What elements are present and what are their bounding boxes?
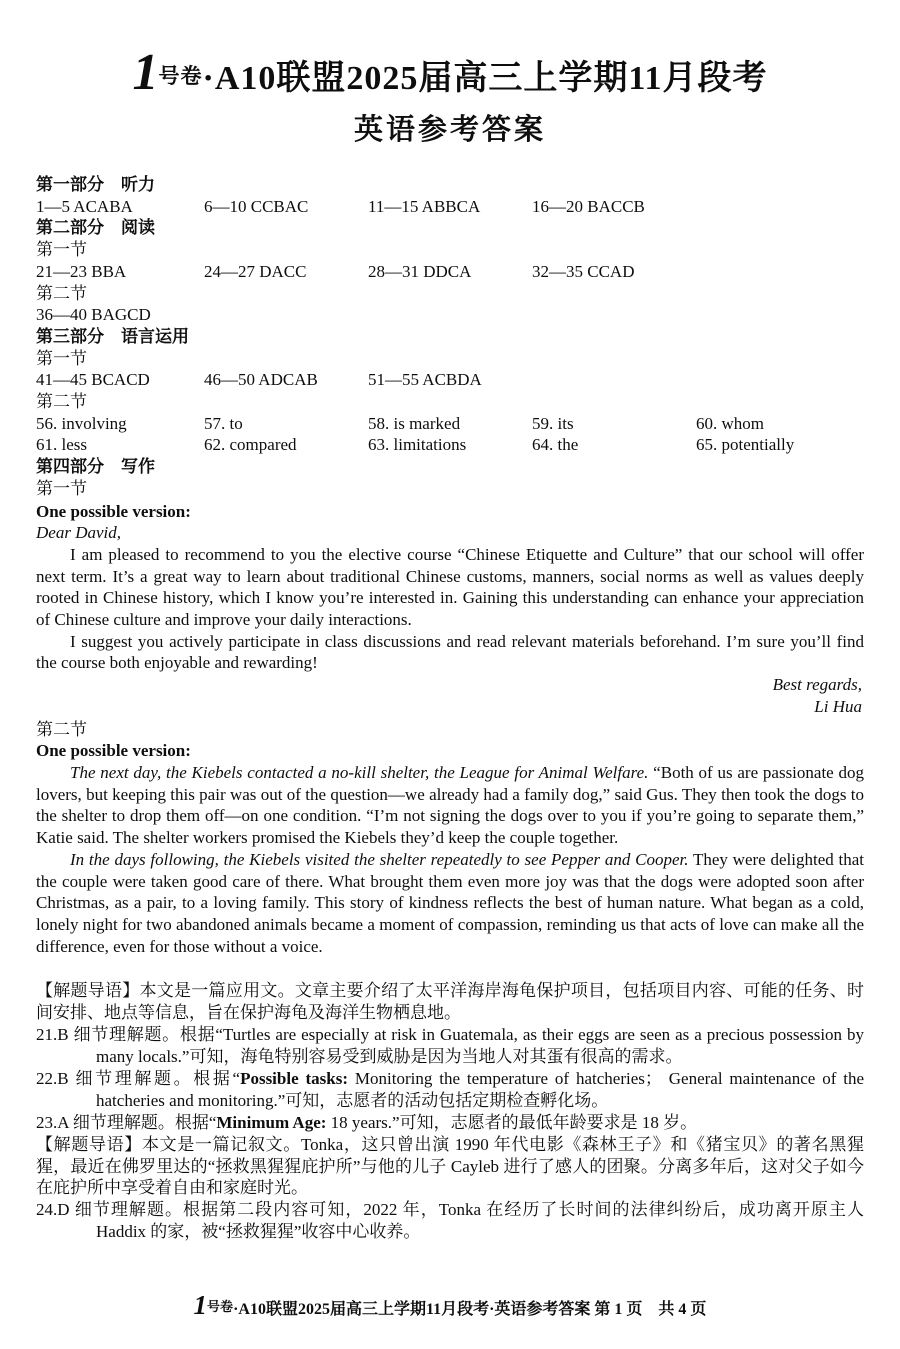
answer-cell: 60. whom bbox=[696, 413, 764, 433]
answer-cell: 63. limitations bbox=[368, 435, 467, 455]
logo-numeral: 1 bbox=[193, 1290, 208, 1320]
answer-cell: 57. to bbox=[204, 413, 243, 433]
logo-numeral: 1 bbox=[132, 44, 159, 101]
answer-analysis bbox=[36, 980, 864, 1243]
narrative-body: They were delighted that the couple were taken good care of there. What brought them even more joy was that the dogs were adopted soon after Christmas, as a pair, to a loving family. This story of kindness reflects the best of human nature. What began as a cold, lonely night for two abandoned animals became a moment of compassion, reminding us that acts of love can make all the difference, even for those without a voice. bbox=[36, 849, 864, 956]
answer-cell: 1—5 ACABA bbox=[36, 196, 133, 216]
answer-cell: 36—40 BAGCD bbox=[36, 305, 151, 325]
sample-label: One possible version: bbox=[36, 741, 191, 761]
answer-cell: 64. the bbox=[532, 435, 579, 455]
answer-cell: 24—27 DACC bbox=[204, 261, 307, 281]
answer-key bbox=[36, 174, 864, 500]
answers-row-language-1 bbox=[36, 369, 864, 391]
item-text: 18 years.”可知，志愿者的最低年龄要求是 18 岁。 bbox=[326, 1112, 698, 1132]
analysis-item-23 bbox=[36, 1112, 864, 1134]
answer-cell: 6—10 CCBAC bbox=[204, 196, 309, 216]
answer-cell: 65. potentially bbox=[696, 435, 795, 455]
exam-brand-logo bbox=[193, 1290, 234, 1320]
logo-characters: 号卷 bbox=[207, 1299, 234, 1314]
item-text: Monitoring the temperature of hatcheries； General maintenance of the hatcheries and monitoring.”可知，志愿者的活动包括定期检查孵化场。 bbox=[96, 1068, 865, 1110]
item-text: 细节理解题。根据“ bbox=[72, 1112, 217, 1132]
part2-heading: 第二部分 阅读 bbox=[36, 218, 155, 238]
answer-cell: 59. its bbox=[532, 413, 574, 433]
writing-sample-narrative bbox=[36, 719, 864, 958]
section-label: 第二节 bbox=[36, 392, 87, 412]
letter-signature: Li Hua bbox=[814, 696, 862, 716]
item-number: 23.A bbox=[36, 1112, 69, 1132]
answers-row-reading-1 bbox=[36, 261, 864, 283]
narrative-lead-sentence: The next day, the Kiebels contacted a no-kill shelter, the League for Animal Welfare. bbox=[70, 762, 649, 782]
part1-heading: 第一部分 听力 bbox=[36, 175, 155, 194]
letter-salutation: Dear David, bbox=[36, 523, 121, 543]
item-number: 22.B bbox=[36, 1068, 69, 1088]
answer-cell: 32—35 CCAD bbox=[532, 261, 635, 281]
logo-characters: 号卷 bbox=[158, 64, 203, 88]
exam-brand-logo bbox=[132, 44, 203, 101]
analysis-item-24 bbox=[36, 1199, 864, 1243]
part4-heading: 第四部分 写作 bbox=[36, 457, 155, 477]
answer-cell: 61. less bbox=[36, 435, 87, 455]
analysis-item-21 bbox=[36, 1024, 864, 1068]
doc-subtitle: 英语参考答案 bbox=[353, 114, 546, 146]
analysis-item-22 bbox=[36, 1068, 864, 1112]
answer-cell: 16—20 BACCB bbox=[532, 196, 645, 216]
doc-title-text: ·A10联盟2025届高三上学期11月段考 bbox=[202, 60, 768, 97]
section-label: 第一节 bbox=[36, 348, 87, 368]
narrative-lead-sentence: In the days following, the Kiebels visited the shelter repeatedly to see Pepper and Cooper. bbox=[70, 849, 689, 869]
letter-paragraph-2: I suggest you actively participate in class discussions and read relevant materials beforehand. I’m sure you’ll find the course both enjoyable and rewarding! bbox=[36, 631, 864, 673]
item-quote-bold: Minimum Age: bbox=[216, 1112, 327, 1132]
answer-cell: 41—45 BCACD bbox=[36, 370, 150, 390]
sample-label: One possible version: bbox=[36, 501, 191, 521]
section-label: 第一节 bbox=[36, 240, 87, 260]
item-quote-bold: Possible tasks: bbox=[240, 1068, 349, 1088]
answer-cell: 58. is marked bbox=[368, 413, 461, 433]
page-indicator: 第 1 页 共 4 页 bbox=[594, 1301, 707, 1318]
section-label: 第二节 bbox=[36, 719, 87, 739]
narrative-body: “Both of us are passionate dog lovers, but keeping this pair was out of the question—we already had a family dog,” said Gus. They then took the dogs to the shelter to drop them off—on one condition. “I’m not signing the dogs over to you if you’re going to separate them,” Katie said. The shelter workers promised the Kiebels they’d keep the couple together. bbox=[36, 762, 864, 848]
narrative-paragraph-1 bbox=[36, 762, 864, 849]
item-number: 24.D bbox=[36, 1200, 70, 1220]
answer-cell: 56. involving bbox=[36, 413, 127, 433]
answer-cell: 51—55 ACBDA bbox=[368, 370, 482, 390]
answer-cell: 62. compared bbox=[204, 435, 297, 455]
writing-sample-letter bbox=[36, 501, 864, 718]
section-label: 第二节 bbox=[36, 283, 87, 303]
footer-text: ·A10联盟2025届高三上学期11月段考·英语参考答案 bbox=[233, 1301, 591, 1318]
analysis-intro-1: 【解题导语】本文是一篇应用文。文章主要介绍了太平洋海岸海龟保护项目，包括项目内容、可能的任务、时间安排、地点等信息，旨在保护海龟及海洋生物栖息地。 bbox=[36, 981, 864, 1023]
analysis-intro-2: 【解题导语】本文是一篇记叙文。Tonka，这只曾出演 1990 年代电影《森林王子》和《猪宝贝》的著名黑猩猩，最近在佛罗里达的“拯救黑猩猩庇护所”与他的儿子 Cayleb 进行了感人的团聚。分离多年后，这对父子如今在庇护所中享受着自由和家庭时光。 bbox=[36, 1134, 864, 1198]
letter-closing: Best regards, bbox=[772, 675, 862, 695]
answer-cell: 11—15 ABBCA bbox=[368, 196, 481, 216]
item-number: 21.B bbox=[36, 1025, 69, 1045]
item-text: 细节理解题。根据“Turtles are especially at risk in Guatemala, as their eggs are seen as a precious possession by many locals.”可知，海龟特别容易受到威胁是因为当地人对其蛋有很高的需求。 bbox=[73, 1025, 865, 1067]
letter-paragraph-1: I am pleased to recommend to you the elective course “Chinese Etiquette and Culture” that our school will offer next term. It’s a great way to learn about traditional Chinese customs, manners, social norms as well as values deeply rooted in Chinese history, which I know you’re interested in. Gaining this understanding can enhance your appreciation of Chinese culture and improve your daily interactions. bbox=[36, 544, 864, 630]
answer-cell: 28—31 DDCA bbox=[368, 261, 472, 281]
answers-row-listening bbox=[36, 196, 864, 218]
answer-cell: 46—50 ADCAB bbox=[204, 370, 318, 390]
page-footer bbox=[0, 1290, 900, 1321]
item-text: 细节理解题。根据“ bbox=[75, 1068, 241, 1088]
section-label: 第一节 bbox=[36, 478, 87, 498]
doc-title bbox=[36, 44, 864, 101]
part3-heading: 第三部分 语言运用 bbox=[36, 326, 189, 346]
item-text: 细节理解题。根据第二段内容可知，2022 年，Tonka 在经历了长时间的法律纠纷后，成功离开原主人 Haddix 的家，被“拯救猩猩”收容中心收养。 bbox=[74, 1200, 865, 1242]
answers-row-reading-2 bbox=[36, 304, 864, 326]
narrative-paragraph-2 bbox=[36, 849, 864, 958]
answers-row-language-2a bbox=[36, 413, 864, 435]
answer-cell: 21—23 BBA bbox=[36, 261, 127, 281]
answers-row-language-2b bbox=[36, 434, 864, 456]
